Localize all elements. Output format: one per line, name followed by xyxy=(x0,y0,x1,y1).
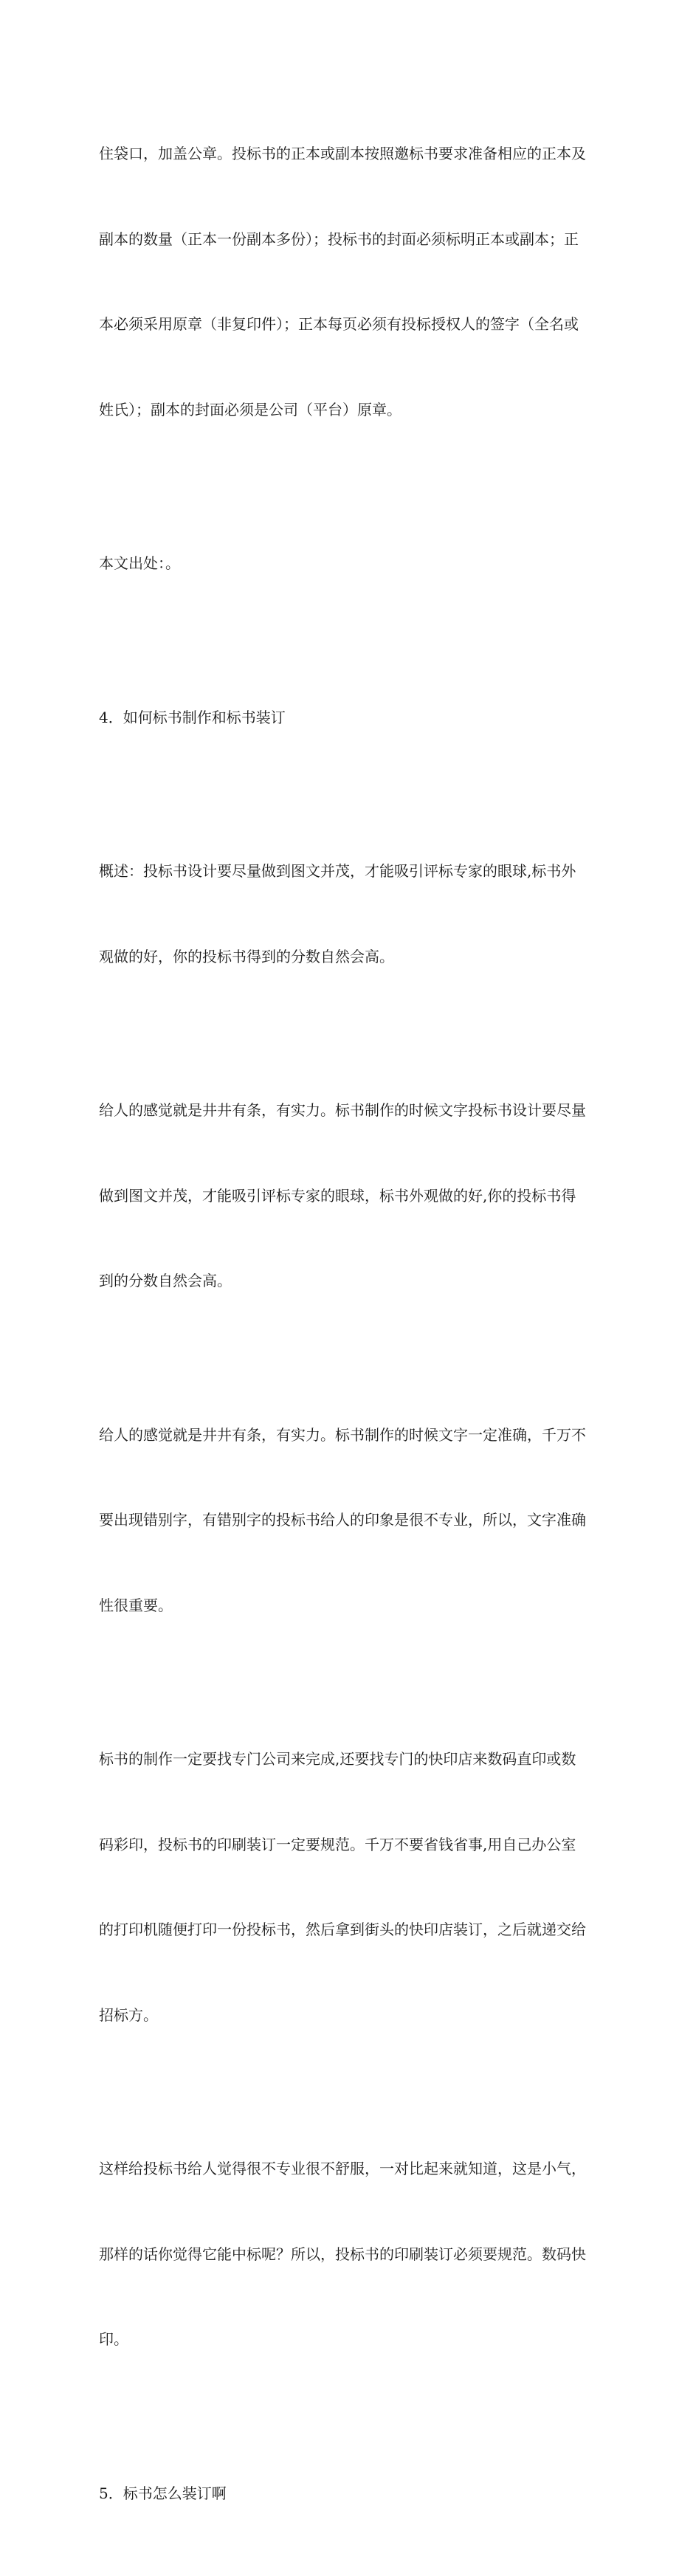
text-line: 观做的好，你的投标书得到的分数自然会高。 xyxy=(99,947,394,965)
text-line: 那样的话你觉得它能中标呢？所以，投标书的印刷装订必须要规范。数码快 xyxy=(99,2245,586,2263)
paragraph xyxy=(99,83,586,481)
text-line: 标书的制作一定要找专门公司来完成,还要找专门的快印店来数码直印或数 xyxy=(99,1750,576,1768)
section-heading-4 xyxy=(99,647,586,789)
paragraph xyxy=(99,1688,586,2086)
text-line: 姓氏）；副本的封面必须是公司（平台）原章。 xyxy=(99,400,401,419)
paragraph xyxy=(99,2098,586,2411)
text-line: 印。 xyxy=(99,2330,128,2348)
text-line: 给人的感觉就是井井有条，有实力。标书制作的时候文字一定准确，千万不 xyxy=(99,1425,586,1444)
text-line: 要出现错别字，有错别字的投标书给人的印象是很不专业，所以，文字准确 xyxy=(99,1511,586,1529)
section-heading-5 xyxy=(99,2422,586,2565)
text-line: 到的分数自然会高。 xyxy=(99,1272,232,1289)
text-line: 副本的数量（正本一份副本多份）；投标书的封面必须标明正本或副本；正 xyxy=(99,230,579,248)
source-note xyxy=(99,492,586,635)
paragraph xyxy=(99,1039,586,1352)
text-line: 本必须采用原章（非复印件）；正本每页必须有投标授权人的签字（全名或 xyxy=(99,315,579,333)
text-line: 招标方。 xyxy=(99,2005,158,2024)
text-line: 码彩印，投标书的印刷装订一定要规范。千万不要省钱省事,用自己办公室 xyxy=(99,1835,576,1853)
text-line: 给人的感觉就是井井有条，有实力。标书制作的时候文字投标书设计要尽量 xyxy=(99,1101,586,1119)
heading-text: 5．标书怎么装订啊 xyxy=(99,2484,227,2502)
heading-text: 4．如何标书制作和标书装订 xyxy=(99,708,286,726)
document-body xyxy=(99,83,586,2576)
text-line: 概述：投标书设计要尽量做到图文并茂，才能吸引评标专家的眼球,标书外 xyxy=(99,862,576,880)
text-line: 的打印机随便打印一份投标书，然后拿到街头的快印店装订，之后就递交给 xyxy=(99,1921,586,1938)
text-line: 这样给投标书给人觉得很不专业很不舒服，一对比起来就知道，这是小气， xyxy=(99,2160,586,2177)
text-line: 性很重要。 xyxy=(99,1596,173,1614)
paragraph xyxy=(99,800,586,1027)
paragraph xyxy=(99,1364,586,1677)
text-line: 住袋口，加盖公章。投标书的正本或副本按照邀标书要求准备相应的正本及 xyxy=(99,145,586,162)
text-line: 本文出处：。 xyxy=(99,554,180,572)
text-line: 做到图文并茂，才能吸引评标专家的眼球，标书外观做的好,你的投标书得 xyxy=(99,1186,576,1205)
